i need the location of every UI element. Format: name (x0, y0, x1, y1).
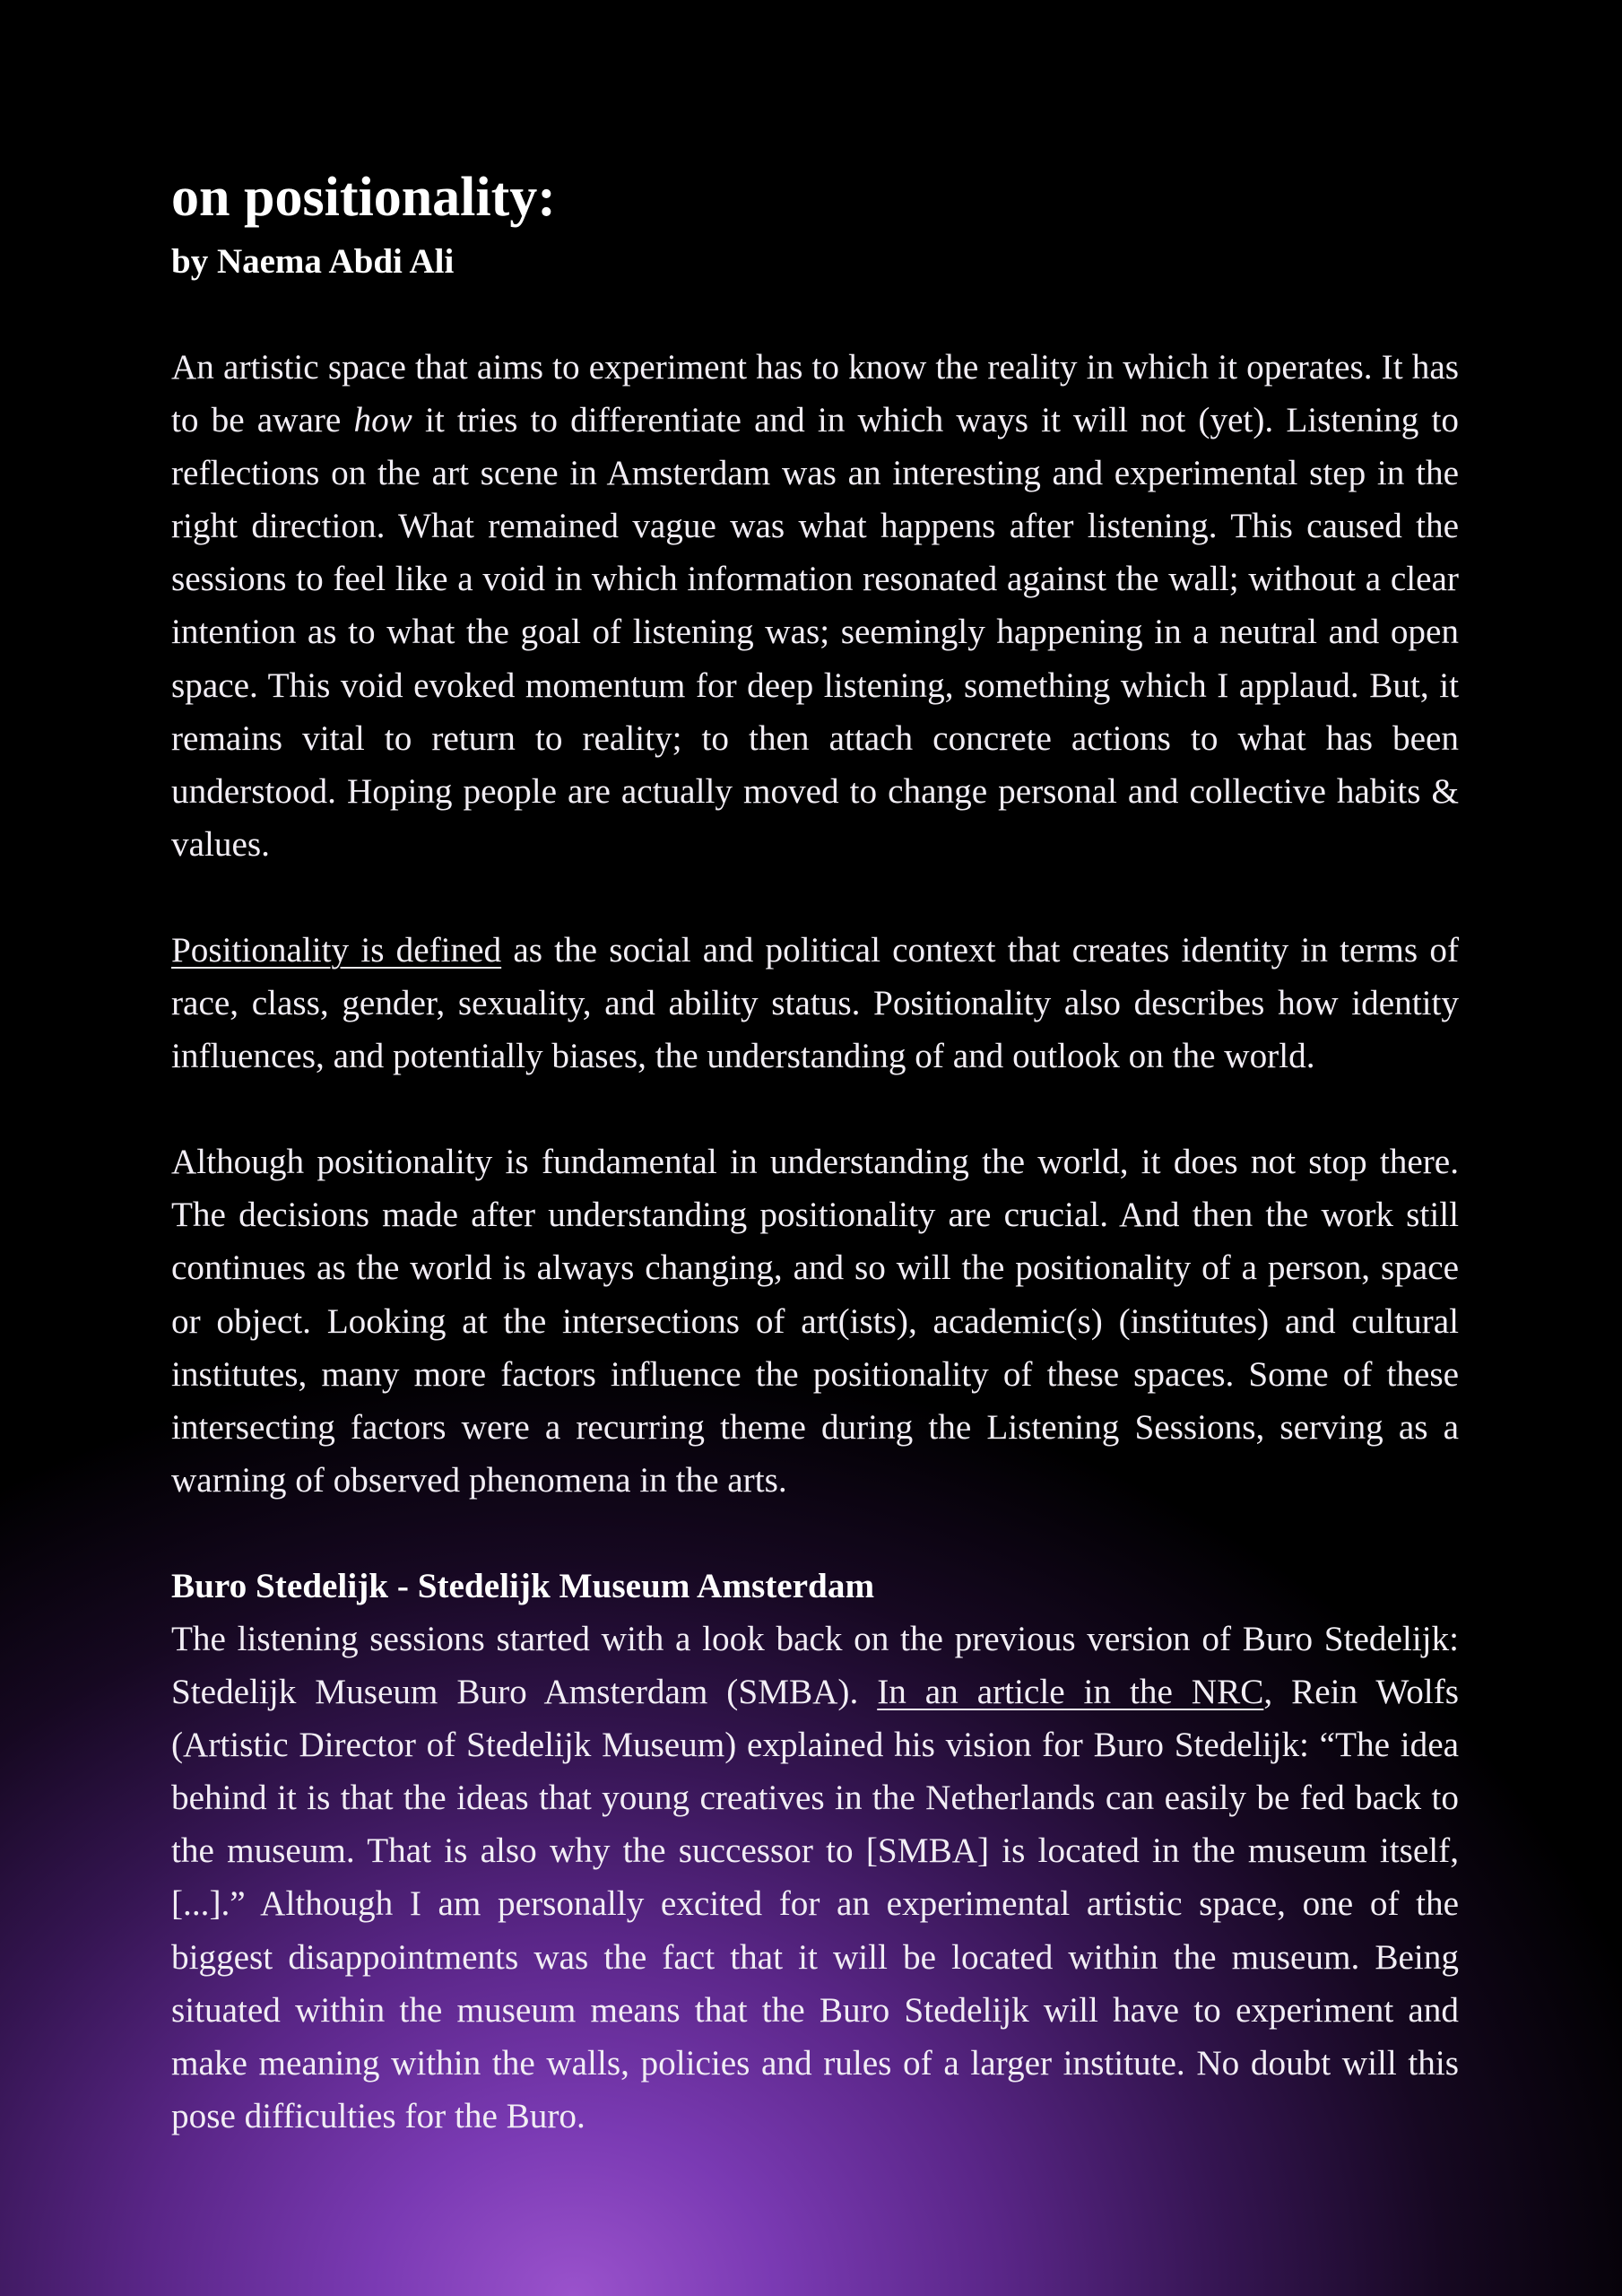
paragraph-positionality-text: as the social and political context that creates identity in terms of race, class, gender, sexuality, and ability status. Positionality also describes how identity influences, and potentially biases, the understanding of and outlook on the world. (171, 930, 1459, 1076)
page-title: on positionality: (171, 167, 556, 228)
positionality-definition-link[interactable]: Positionality is defined (171, 930, 502, 970)
document-page (171, 160, 1459, 2143)
author-byline: by Naema Abdi Ali (171, 242, 455, 281)
emphasis-how: how (353, 401, 412, 440)
paragraph-intersections: Although positionality is fundamental in understanding the world, it does not stop there. The decisions made after understanding positionality are crucial. And then the work still continues as the world is always changing, and so will the positionality of a person, space or object. Looking at the intersections of art(ists), academic(s) (institutes) and cultural institutes, many more factors influence the positionality of these spaces. Some of these intersecting factors were a recurring theme during the Listening Sessions, serving as a warning of observed phenomena in the arts. (171, 1143, 1459, 1500)
paragraph-intro-text-b: it tries to differentiate and in which ways it will not (yet). Listening to reflections on the art scene in Amsterdam was an interesting and experimental step in the right direction. What remained vague was what happens after listening. This caused the sessions to feel like a void in which information resonated against the wall; without a clear intention as to what the goal of listening was; seemingly happening in a neutral and open space. This void evoked momentum for deep listening, something which I applaud. But, it remains vital to return to reality; to then attach concrete actions to what has been understood. Hoping people are actually moved to change personal and collective habits & values. (171, 401, 1459, 864)
section-heading-buro-stedelijk: Buro Stedelijk - Stedelijk Museum Amsterdam (171, 1566, 875, 1605)
paragraph-intro (171, 341, 1459, 871)
paragraph-buro-text-b: , Rein Wolfs (Artistic Director of Stedelijk Museum) explained his vision for Buro Stedelijk: “The idea behind it is that the ideas that young creatives in the Netherlands can easily be fed back to the museum. That is also why the successor to [SMBA] is located in the museum itself, [...].” Although I am personally excited for an experimental artistic space, one of the biggest disappointments was the fact that it will be located within the museum. Being situated within the museum means that the Buro Stedelijk will have to experiment and make meaning within the walls, policies and rules of a larger institute. No doubt will this pose difficulties for the Buro. (171, 1673, 1459, 2135)
nrc-article-link[interactable]: In an article in the NRC (877, 1673, 1264, 1712)
paragraph-intro-text-a: An artistic space that aims to experiment has to know the reality in which it operates. It has to be aware (171, 348, 1459, 440)
paragraph-positionality-definition (171, 924, 1459, 1083)
paragraph-buro-stedelijk (171, 1613, 1459, 2143)
paragraph-buro-text-a: The listening sessions started with a look back on the previous version of Buro Stedelijk: Stedelijk Museum Buro Amsterdam (SMBA). (171, 1619, 1459, 1712)
